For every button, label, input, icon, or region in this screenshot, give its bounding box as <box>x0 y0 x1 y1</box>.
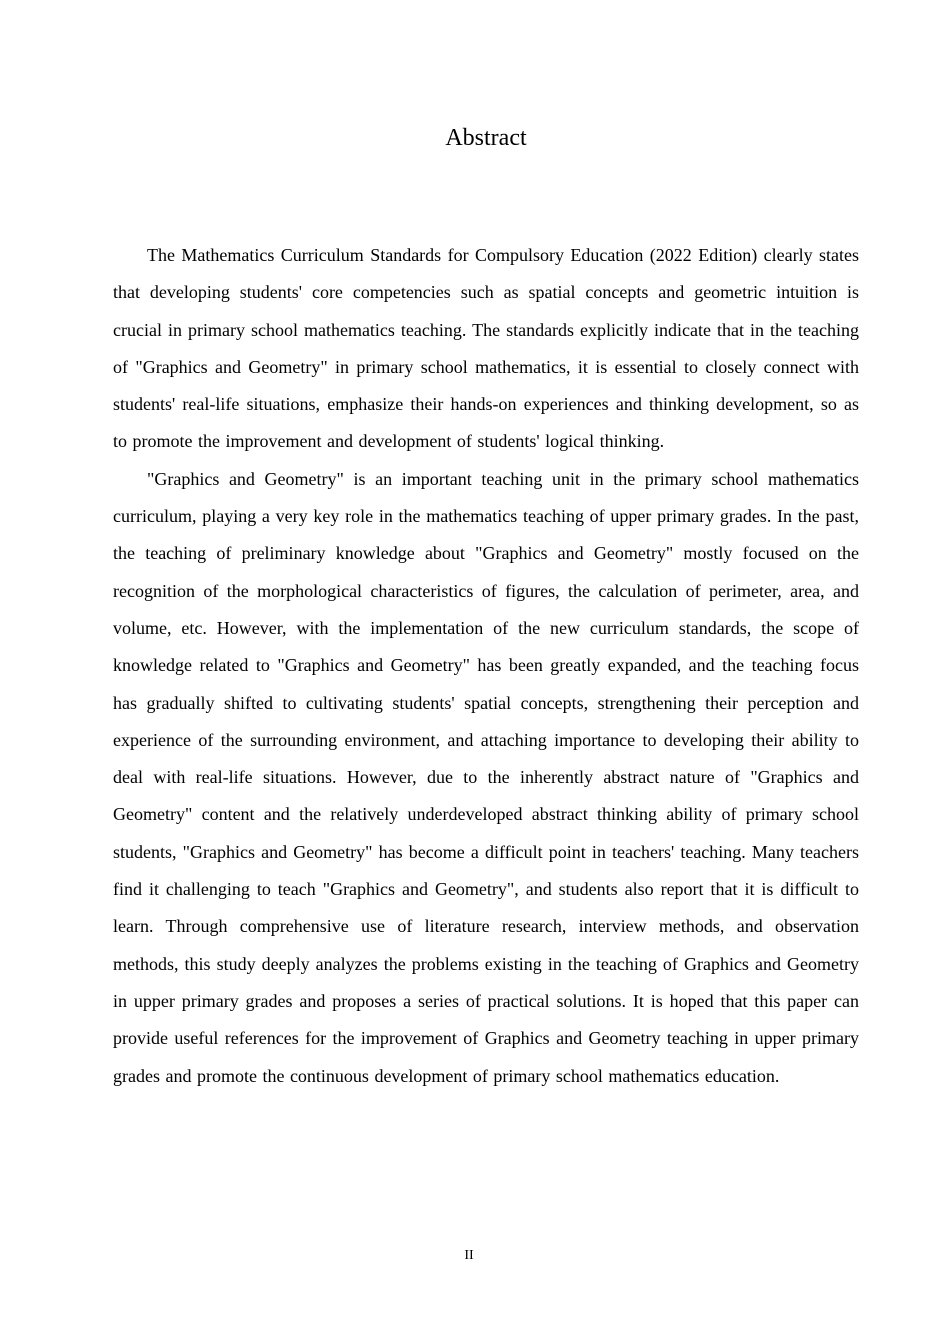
abstract-title: Abstract <box>445 125 527 151</box>
abstract-body <box>113 237 859 1095</box>
page-number: II <box>464 1248 474 1263</box>
abstract-paragraph-2: "Graphics and Geometry" is an important teaching unit in the primary school mathematics curriculum, playing a very key role in the mathematics teaching of upper primary grades. In the past, the teaching of preliminary knowledge about "Graphics and Geometry" mostly focused on the recognition of the morphological characteristics of figures, the calculation of perimeter, area, and volume, etc. However, with the implementation of the new curriculum standards, the scope of knowledge related to "Graphics and Geometry" has been greatly expanded, and the teaching focus has gradually shifted to cultivating students' spatial concepts, strengthening their perception and experience of the surrounding environment, and attaching importance to developing their ability to deal with real-life situations. However, due to the inherently abstract nature of "Graphics and Geometry" content and the relatively underdeveloped abstract thinking ability of primary school students, "Graphics and Geometry" has become a difficult point in teachers' teaching. Many teachers find it challenging to teach "Graphics and Geometry", and students also report that it is difficult to learn. Through comprehensive use of literature research, interview methods, and observation methods, this study deeply analyzes the problems existing in the teaching of Graphics and Geometry in upper primary grades and proposes a series of practical solutions. It is hoped that this paper can provide useful references for the improvement of Graphics and Geometry teaching in upper primary grades and promote the continuous development of primary school mathematics education. <box>113 468 859 1086</box>
abstract-paragraph-1: The Mathematics Curriculum Standards for Compulsory Education (2022 Edition) clearly states that developing students' core competencies such as spatial concepts and geometric intuition is crucial in primary school mathematics teaching. The standards explicitly indicate that in the teaching of "Graphics and Geometry" in primary school mathematics, it is essential to closely connect with students' real-life situations, emphasize their hands-on experiences and thinking development, so as to promote the improvement and development of students' logical thinking. <box>113 245 859 452</box>
